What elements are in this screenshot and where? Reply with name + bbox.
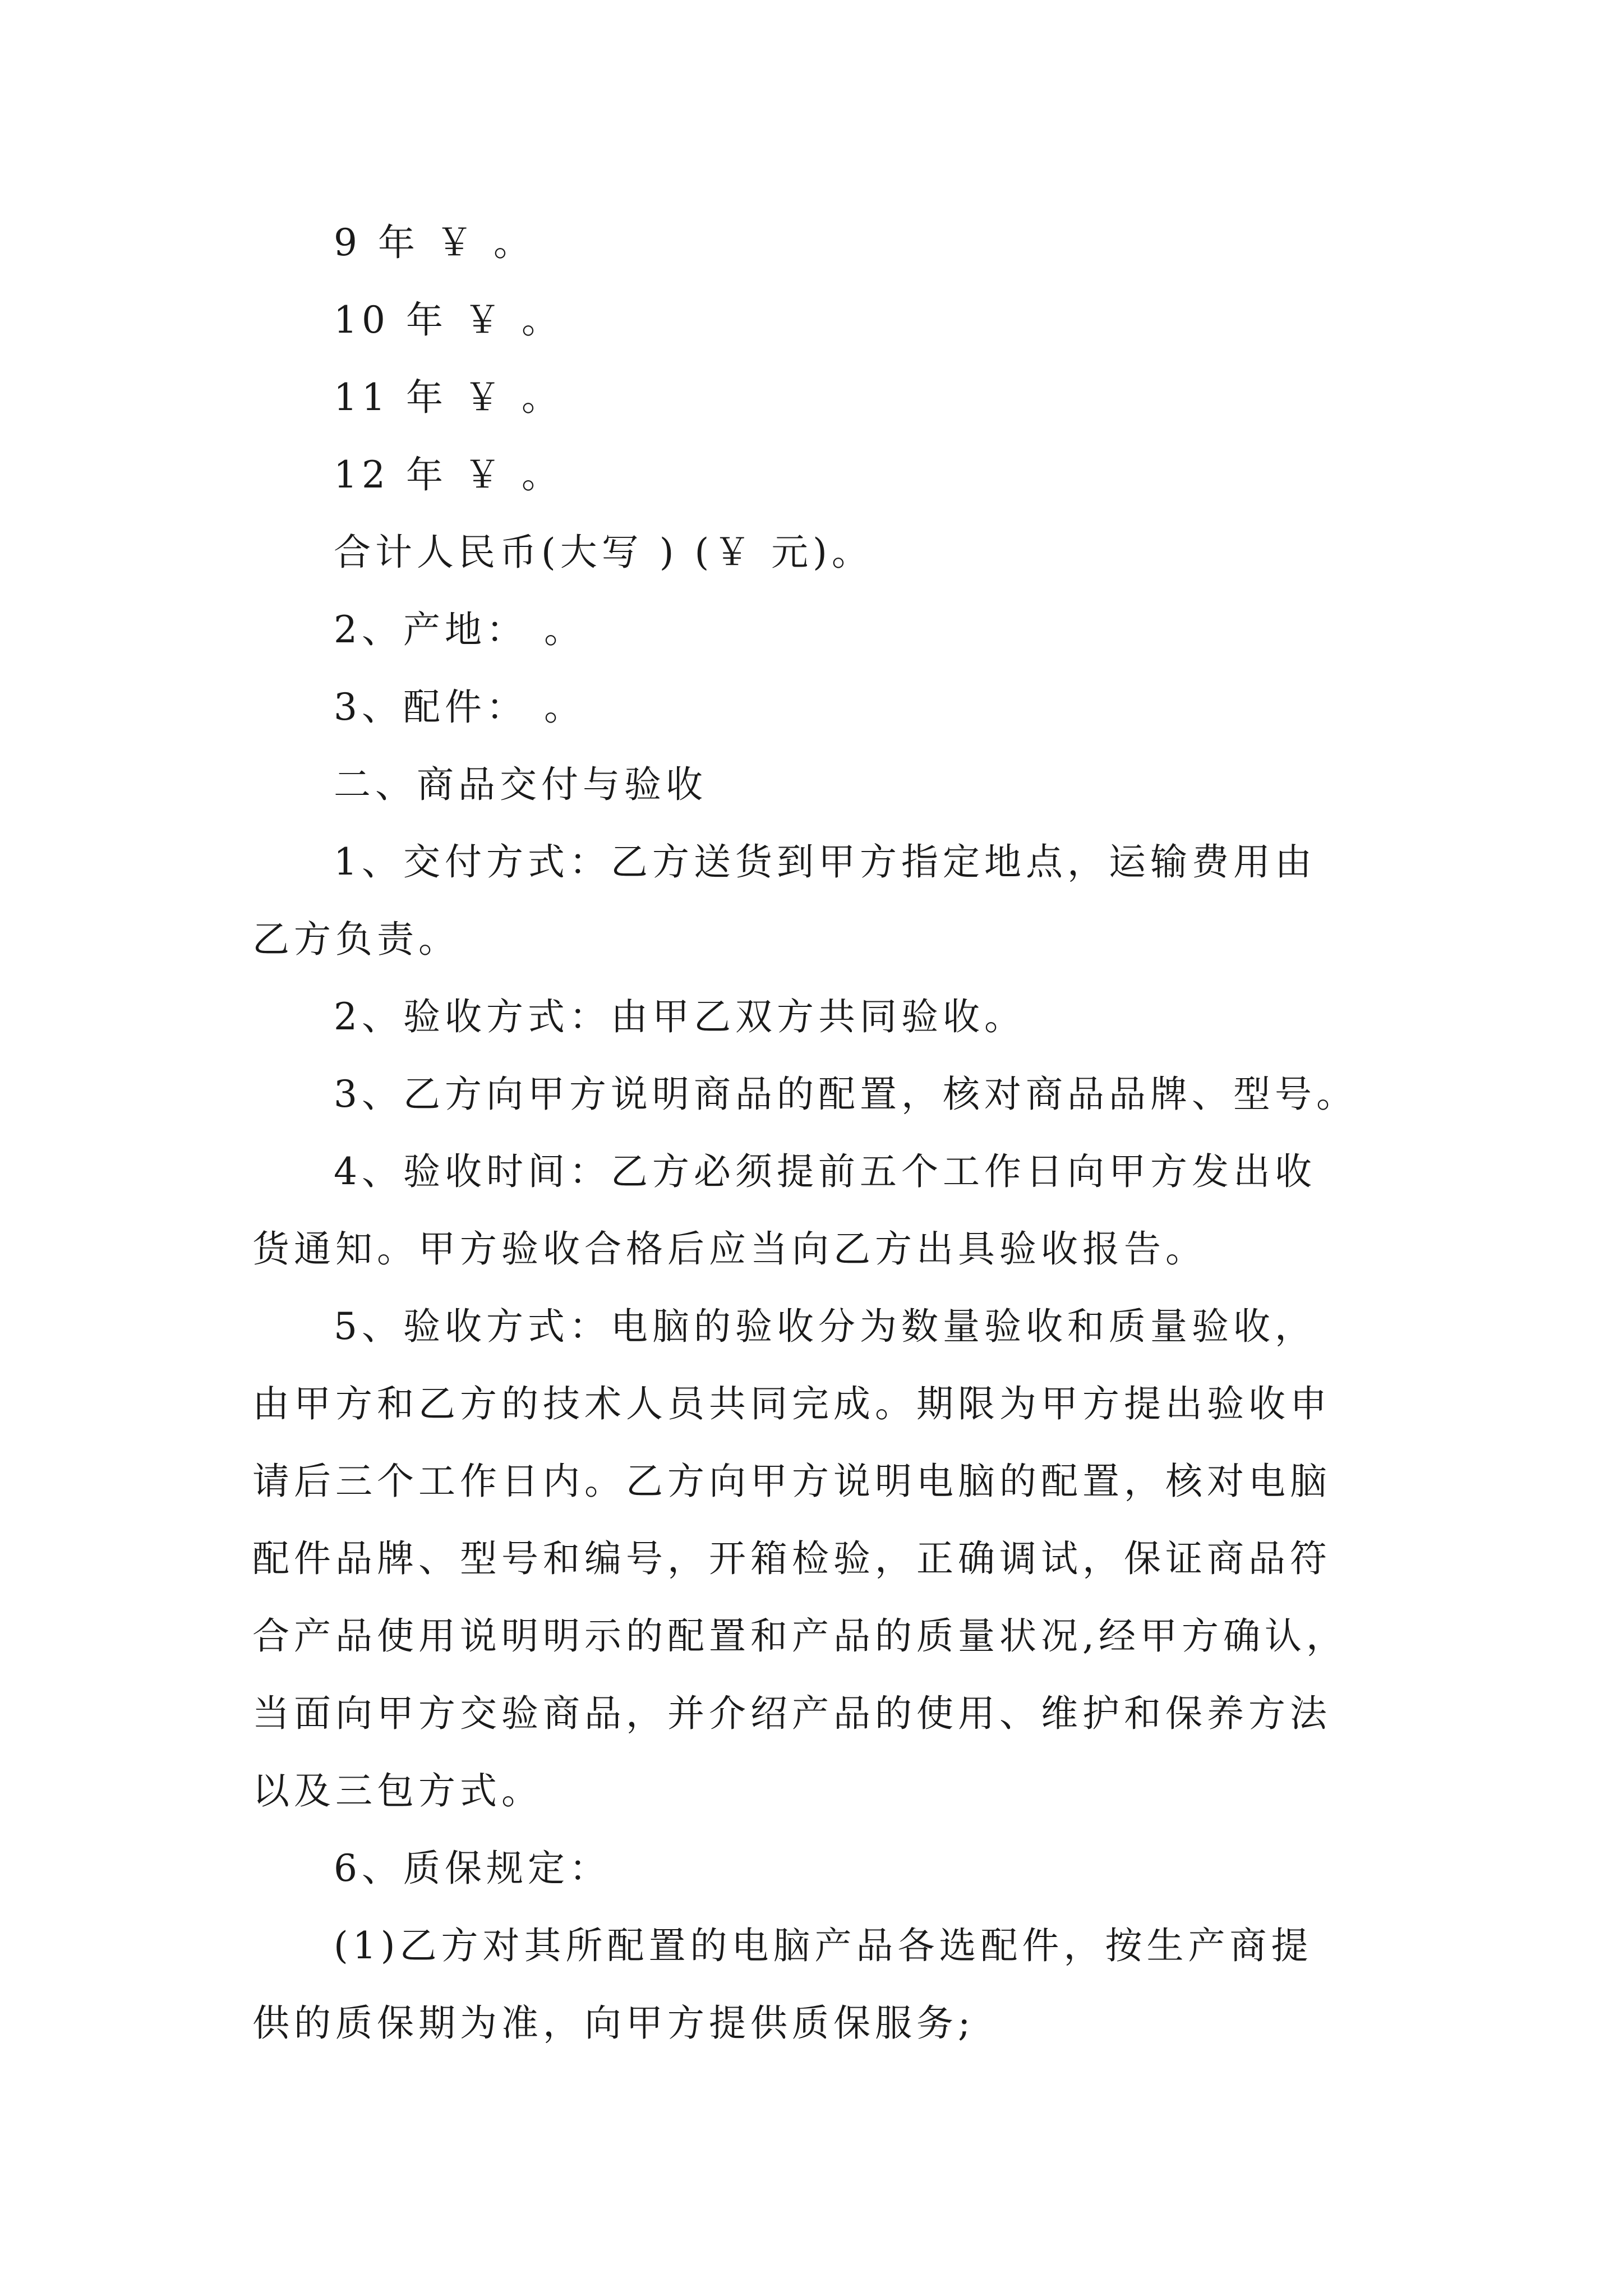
total-amount-line: 合计人民币(大写 ) (￥ 元)。: [334, 531, 873, 574]
paragraph-line: (1)乙方对其所配置的电脑产品各选配件，按生产商提: [334, 1924, 1313, 1967]
paragraph-line: 货通知。甲方验收合格后应当向乙方出具验收报告。: [252, 1227, 1207, 1271]
paragraph-line: 2、验收方式：由甲乙双方共同验收。: [334, 995, 1026, 1038]
price-line-year-10: 10 年 ￥ 。: [334, 298, 563, 342]
paragraph-line: 请后三个工作日内。乙方向甲方说明电脑的配置，核对电脑: [252, 1460, 1331, 1503]
paragraph-line: 4、验收时间：乙方必须提前五个工作日向甲方发出收: [334, 1150, 1316, 1193]
price-line-year-9: 9 年 ￥ 。: [334, 221, 535, 264]
paragraph-line: 当面向甲方交验商品，并介绍产品的使用、维护和保养方法: [252, 1692, 1331, 1735]
paragraph-line: 以及三包方式。: [252, 1769, 543, 1812]
origin-line: 2、产地： 。: [334, 608, 585, 651]
section-subheading: 6、质保规定：: [334, 1847, 611, 1890]
paragraph-line: 合产品使用说明明示的配置和产品的质量状况,经甲方确认，: [252, 1614, 1348, 1658]
paragraph-line: 5、验收方式：电脑的验收分为数量验收和质量验收，: [334, 1305, 1316, 1348]
section-heading: 二、商品交付与验收: [334, 763, 707, 806]
paragraph-line: 配件品牌、型号和编号，开箱检验，正确调试，保证商品符: [252, 1537, 1331, 1580]
paragraph-line: 1、交付方式：乙方送货到甲方指定地点，运输费用由: [334, 840, 1316, 884]
paragraph-line: 供的质保期为准，向甲方提供质保服务;: [252, 2001, 975, 2045]
accessories-line: 3、配件： 。: [334, 685, 585, 729]
price-line-year-11: 11 年 ￥ 。: [334, 376, 563, 419]
paragraph-line: 3、乙方向甲方说明商品的配置，核对商品品牌、型号。: [334, 1073, 1358, 1116]
paragraph-line: 由甲方和乙方的技术人员共同完成。期限为甲方提出验收申: [252, 1382, 1331, 1425]
price-line-year-12: 12 年 ￥ 。: [334, 453, 563, 496]
paragraph-line: 乙方负责。: [252, 918, 460, 961]
